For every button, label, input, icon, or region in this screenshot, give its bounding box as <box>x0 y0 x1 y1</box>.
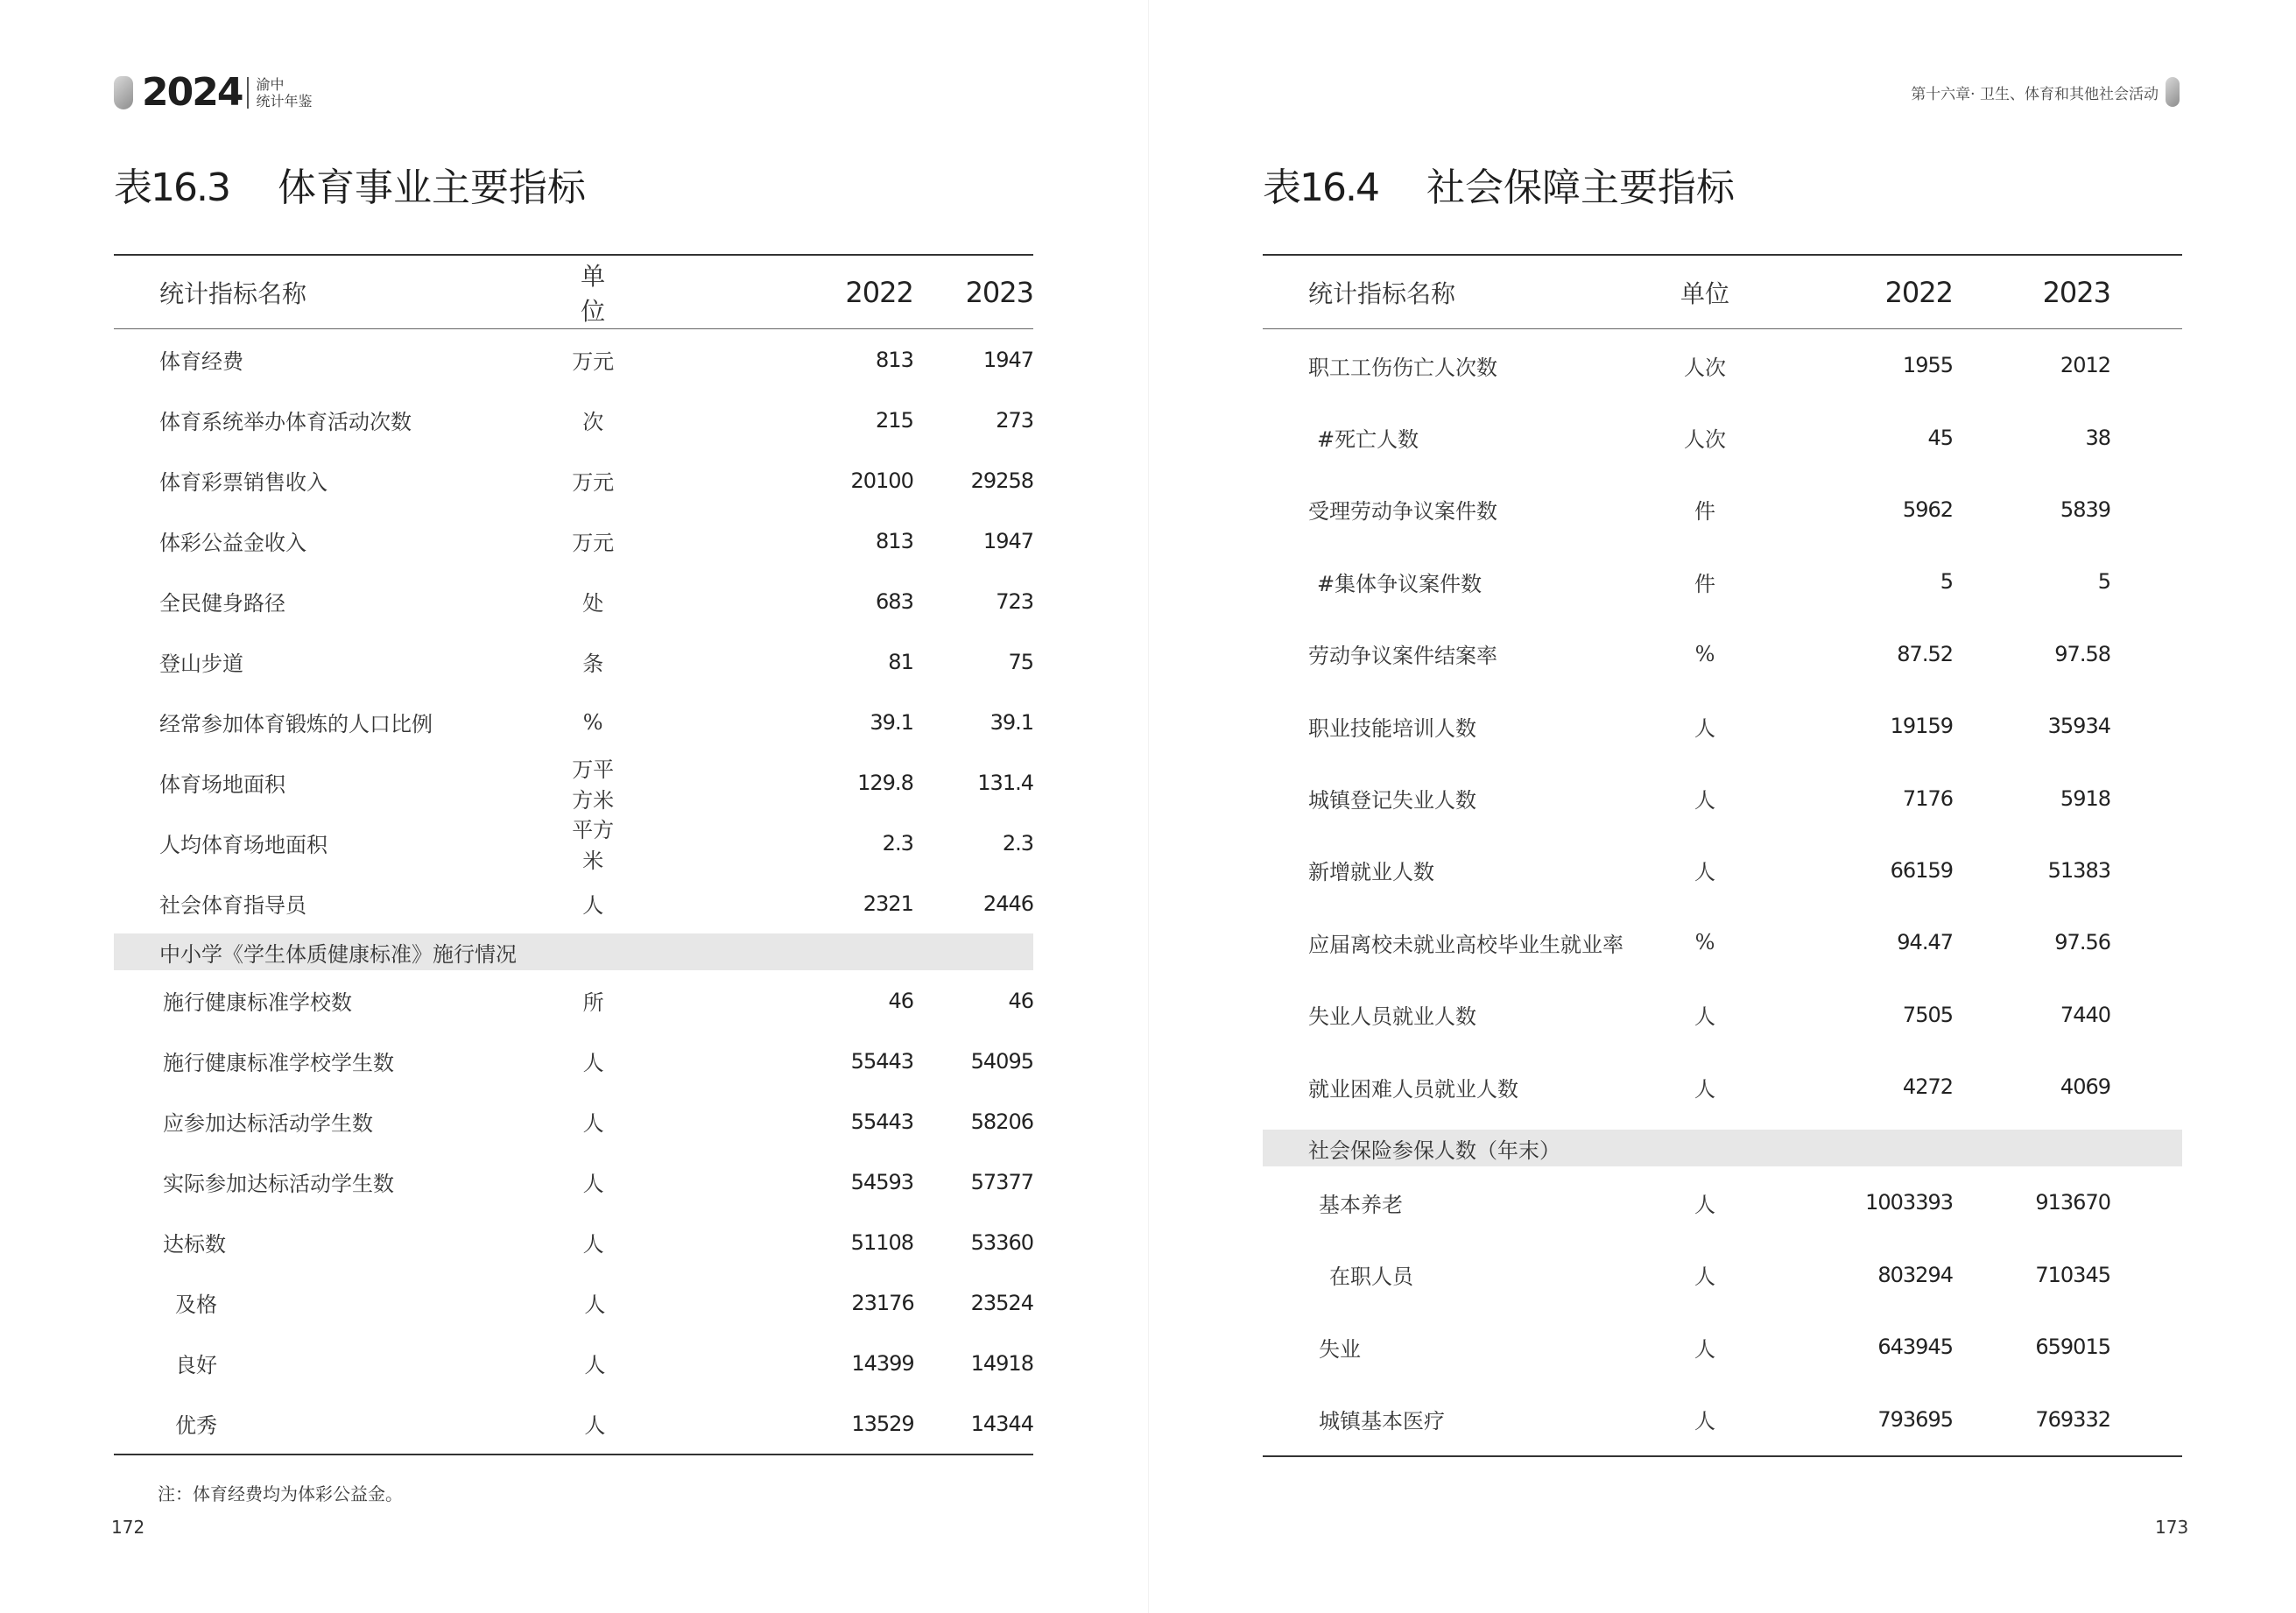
table-row <box>1263 690 2182 762</box>
sports-indicators-table <box>114 254 1033 1455</box>
value-2022: 66159 <box>1890 857 1953 883</box>
value-2023: 1947 <box>982 347 1033 372</box>
row-label: #集体争议案件数 <box>1317 571 1483 596</box>
value-2022: 7176 <box>1902 785 1953 811</box>
section-row <box>1263 1130 2182 1166</box>
row-unit: % <box>1694 641 1715 666</box>
row-unit: 人 <box>582 893 604 918</box>
value-2023: 4069 <box>2060 1074 2110 1100</box>
table-title-text: 体育事业主要指标 <box>277 166 586 210</box>
emblem-icon <box>114 76 133 109</box>
value-2022: 215 <box>876 407 913 433</box>
table-row <box>114 692 1033 752</box>
row-unit: 所 <box>582 990 604 1015</box>
value-2022: 643945 <box>1877 1335 1953 1360</box>
value-2023: 97.56 <box>2054 930 2110 955</box>
book-name-line1: 渝中 <box>256 75 285 93</box>
row-label: 在职人员 <box>1329 1264 1413 1290</box>
row-unit: 人 <box>1694 1004 1715 1030</box>
value-2023: 23524 <box>970 1290 1033 1315</box>
value-2022: 19159 <box>1890 714 1953 739</box>
table-row <box>114 1333 1033 1393</box>
row-unit: 人 <box>582 1172 604 1196</box>
row-label: 良好 <box>175 1353 217 1377</box>
value-2022: 5962 <box>1902 497 1953 522</box>
value-2023: 14918 <box>970 1350 1033 1376</box>
row-unit: 人 <box>1694 715 1715 741</box>
value-2022: 81 <box>888 649 913 674</box>
value-2023: 769332 <box>2035 1406 2110 1432</box>
row-label: 体育场地面积 <box>159 772 285 797</box>
table-row <box>114 970 1033 1031</box>
value-2022: 51108 <box>850 1229 914 1255</box>
row-label: 人均体育场地面积 <box>159 833 327 857</box>
value-2023: 131.4 <box>977 770 1033 795</box>
row-label: 失业人员就业人数 <box>1308 1004 1476 1030</box>
row-label: 新增就业人数 <box>1308 860 1434 885</box>
row-unit: 万平方米 <box>572 757 615 813</box>
row-label: 登山步道 <box>159 652 243 676</box>
row-label: 受理劳动争议案件数 <box>1308 499 1497 525</box>
value-2022: 46 <box>888 988 914 1013</box>
row-label: 劳动争议案件结案率 <box>1308 644 1497 669</box>
value-2022: 55443 <box>850 1109 914 1134</box>
value-2022: 87.52 <box>1897 641 1953 666</box>
value-2023: 57377 <box>970 1169 1033 1194</box>
table-row <box>1263 1311 2182 1383</box>
row-label: 社会体育指导员 <box>159 893 306 918</box>
table-number: 表16.4 <box>1263 166 1378 210</box>
row-unit: 人 <box>584 1353 606 1377</box>
table-row <box>114 450 1033 511</box>
row-label: 优秀 <box>175 1413 217 1438</box>
value-2022: 13529 <box>851 1411 914 1436</box>
row-label: 全民健身路径 <box>159 591 285 616</box>
value-2022: 7505 <box>1902 1002 1953 1027</box>
row-unit: % <box>582 709 603 735</box>
value-2022: 683 <box>876 588 913 614</box>
col-header-2022: 2022 <box>1884 275 1953 309</box>
table-row <box>1263 546 2182 617</box>
table-body <box>1263 329 2182 1123</box>
row-label: 应参加达标活动学生数 <box>163 1111 373 1136</box>
row-label: 施行健康标准学校学生数 <box>163 1051 394 1075</box>
row-unit: 人 <box>582 1051 604 1075</box>
table-row <box>114 1152 1033 1212</box>
value-2023: 710345 <box>2035 1262 2110 1287</box>
row-unit: 次 <box>582 410 604 434</box>
value-2022: 803294 <box>1877 1262 1953 1287</box>
value-2023: 5 <box>2097 569 2110 595</box>
col-header-2022: 2022 <box>845 275 913 309</box>
value-2022: 1003393 <box>1865 1190 1953 1215</box>
value-2023: 75 <box>1008 649 1033 674</box>
row-label: 体育系统举办体育活动次数 <box>159 410 412 434</box>
row-label: 经常参加体育锻炼的人口比例 <box>159 712 433 736</box>
value-2022: 793695 <box>1877 1406 1953 1432</box>
table-row <box>114 813 1033 873</box>
value-2022: 4272 <box>1902 1074 1953 1100</box>
value-2023: 97.58 <box>2054 641 2110 666</box>
row-label: 体育经费 <box>159 349 243 374</box>
row-unit: 条 <box>582 652 604 676</box>
table-row <box>114 873 1033 933</box>
row-unit: 万元 <box>572 349 615 374</box>
value-2023: 29258 <box>970 468 1033 493</box>
logo-year: 2024 <box>142 70 243 115</box>
value-2023: 7440 <box>2060 1002 2110 1027</box>
value-2022: 129.8 <box>857 770 913 795</box>
value-2023: 913670 <box>2035 1190 2110 1215</box>
book-name <box>256 76 312 109</box>
row-label: #死亡人数 <box>1317 427 1419 453</box>
value-2022: 1955 <box>1902 353 1953 378</box>
value-2023: 5839 <box>2060 497 2110 522</box>
row-unit: 人 <box>582 1111 604 1136</box>
chapter-title: 第十六章· 卫生、体育和其他社会活动 <box>1911 85 2159 103</box>
value-2022: 55443 <box>850 1048 914 1074</box>
col-header-unit: 单位 <box>581 261 606 326</box>
book-name-line2: 统计年鉴 <box>256 92 313 109</box>
table-row <box>1263 1051 2182 1123</box>
page-number-left: 172 <box>111 1517 145 1538</box>
value-2022: 54593 <box>850 1169 914 1194</box>
table-title-text: 社会保障主要指标 <box>1426 166 1735 210</box>
table-row <box>114 390 1033 450</box>
table-row <box>1263 329 2182 401</box>
value-2023: 2446 <box>982 891 1033 916</box>
chapter-heading <box>1911 77 2180 107</box>
value-2023: 58206 <box>970 1109 1033 1134</box>
value-2023: 38 <box>2085 425 2110 450</box>
table-row <box>1263 401 2182 473</box>
table-row <box>1263 835 2182 906</box>
table-row <box>1263 618 2182 690</box>
row-label: 职业技能培训人数 <box>1308 715 1476 741</box>
page-spread-divider <box>1148 0 1149 1613</box>
value-2023: 2012 <box>2060 353 2110 378</box>
col-header-name: 统计指标名称 <box>1308 278 1456 308</box>
row-unit: 人 <box>1694 1192 1715 1217</box>
value-2023: 51383 <box>2047 857 2110 883</box>
row-unit: 人次 <box>1684 427 1726 453</box>
value-2023: 54095 <box>970 1048 1033 1074</box>
table-row <box>114 511 1033 571</box>
left-table-title <box>114 158 586 219</box>
table-row <box>114 1393 1033 1454</box>
value-2023: 1947 <box>982 528 1033 553</box>
value-2022: 813 <box>876 347 913 372</box>
col-header-name: 统计指标名称 <box>159 278 307 308</box>
table-note: 注：体育经费均为体彩公益金。 <box>158 1483 403 1504</box>
row-label: 实际参加达标活动学生数 <box>163 1172 394 1196</box>
table-header-row <box>1263 256 2182 329</box>
value-2022: 2.3 <box>882 830 913 856</box>
row-unit: 人 <box>584 1413 606 1438</box>
table-row <box>114 631 1033 692</box>
row-unit: % <box>1694 930 1715 955</box>
section-label: 社会保险参保人数（年末） <box>1308 1138 1560 1163</box>
table-row <box>1263 979 2182 1051</box>
row-unit: 处 <box>582 591 604 616</box>
row-label: 城镇登记失业人数 <box>1308 788 1476 814</box>
row-label: 失业 <box>1319 1336 1361 1362</box>
value-2022: 20100 <box>850 468 913 493</box>
section-label: 中小学《学生体质健康标准》施行情况 <box>159 941 517 967</box>
table-row <box>114 752 1033 813</box>
row-unit: 人 <box>1694 860 1715 885</box>
table-row <box>114 1091 1033 1152</box>
row-label: 达标数 <box>163 1232 226 1257</box>
value-2023: 39.1 <box>990 709 1033 735</box>
row-label: 职工工伤伤亡人次数 <box>1308 355 1497 380</box>
col-header-unit: 单位 <box>1680 278 1729 308</box>
table-row <box>114 1272 1033 1333</box>
value-2022: 813 <box>876 528 913 553</box>
table-row <box>1263 762 2182 834</box>
value-2022: 2321 <box>863 891 913 916</box>
row-unit: 人 <box>584 1293 606 1317</box>
table-row <box>1263 906 2182 978</box>
table-row <box>1263 1166 2182 1238</box>
row-label: 及格 <box>175 1293 217 1317</box>
table-row <box>114 329 1033 390</box>
value-2023: 14344 <box>970 1411 1033 1436</box>
row-label: 应届离校未就业高校毕业生就业率 <box>1308 932 1623 957</box>
table-sub-body <box>114 970 1033 1454</box>
row-label: 城镇基本医疗 <box>1319 1409 1445 1434</box>
col-header-2023: 2023 <box>2042 275 2110 309</box>
row-unit: 人 <box>1694 1409 1715 1434</box>
col-header-2023: 2023 <box>965 275 1033 309</box>
table-row <box>1263 474 2182 546</box>
value-2023: 2.3 <box>1002 830 1033 856</box>
value-2023: 53360 <box>970 1229 1033 1255</box>
value-2023: 659015 <box>2035 1335 2110 1360</box>
row-label: 就业困难人员就业人数 <box>1308 1076 1518 1102</box>
row-unit: 人 <box>1694 1336 1715 1362</box>
row-unit: 人 <box>582 1232 604 1257</box>
row-unit: 人 <box>1694 788 1715 814</box>
value-2022: 14399 <box>851 1350 914 1376</box>
page-number-right: 173 <box>2155 1517 2189 1538</box>
table-row <box>114 1212 1033 1272</box>
row-label: 基本养老 <box>1319 1192 1403 1217</box>
value-2022: 39.1 <box>870 709 913 735</box>
right-table-title <box>1263 158 1735 219</box>
social-security-indicators-table <box>1263 254 2182 1457</box>
value-2022: 5 <box>1940 569 1953 595</box>
value-2023: 46 <box>1008 988 1033 1013</box>
table-row <box>114 1031 1033 1091</box>
row-unit: 件 <box>1694 571 1715 596</box>
table-row <box>114 571 1033 631</box>
row-unit: 万元 <box>572 470 615 495</box>
row-unit: 人 <box>1694 1076 1715 1102</box>
row-label: 体彩公益金收入 <box>159 531 306 555</box>
logo-divider <box>247 77 249 109</box>
value-2022: 94.47 <box>1897 930 1953 955</box>
row-label: 体育彩票销售收入 <box>159 470 327 495</box>
value-2023: 35934 <box>2047 714 2110 739</box>
value-2022: 45 <box>1927 425 1953 450</box>
value-2023: 723 <box>996 588 1033 614</box>
row-label: 施行健康标准学校数 <box>163 990 352 1015</box>
table-header-row <box>114 256 1033 329</box>
table-number: 表16.3 <box>114 166 229 210</box>
table-sub-body <box>1263 1166 2182 1455</box>
value-2023: 273 <box>996 407 1033 433</box>
value-2023: 5918 <box>2060 785 2110 811</box>
table-body <box>114 329 1033 933</box>
row-unit: 人 <box>1694 1264 1715 1290</box>
emblem-icon <box>2166 77 2180 107</box>
row-unit: 件 <box>1694 499 1715 525</box>
yearbook-logo <box>114 70 312 115</box>
section-row <box>114 933 1033 970</box>
row-unit: 人次 <box>1684 355 1726 380</box>
value-2022: 23176 <box>851 1290 914 1315</box>
row-unit: 平方米 <box>572 817 615 873</box>
table-row <box>1263 1239 2182 1311</box>
row-unit: 万元 <box>572 531 615 555</box>
table-row <box>1263 1383 2182 1455</box>
